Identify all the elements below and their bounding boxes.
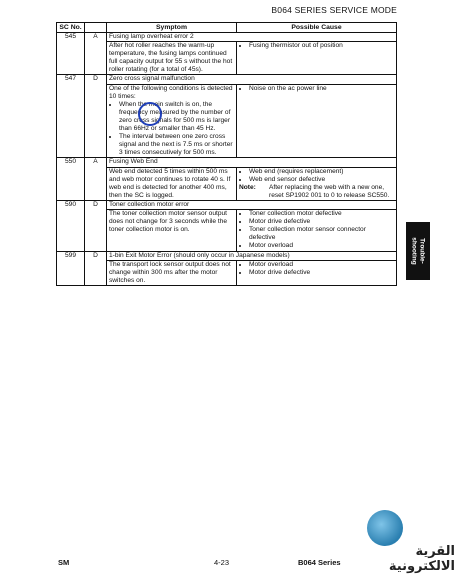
table-row	[57, 260, 397, 285]
table-row	[57, 84, 397, 158]
service-table-area	[56, 22, 396, 357]
symptom-intro: One of the following conditions is detected 10 times:	[109, 84, 233, 100]
sc-number: 550	[57, 158, 85, 201]
table-row	[57, 251, 397, 260]
note-label: Note:	[239, 183, 256, 191]
page-header: B064 SERIES SERVICE MODE	[271, 5, 397, 15]
table-row	[57, 75, 397, 84]
sc-title: Zero cross signal malfunction	[107, 75, 397, 84]
sc-level: A	[85, 158, 107, 201]
sc-level: D	[85, 251, 107, 285]
sc-title: 1-bin Exit Motor Error (should only occur in Japanese models)	[107, 251, 397, 260]
sc-level: D	[85, 200, 107, 251]
note-text: After replacing the web with a new one, reset SP1902 001 to 0 to release SC550.	[269, 183, 390, 199]
cause-item: • Fusing thermistor out of position	[249, 42, 394, 50]
sc-level: A	[85, 33, 107, 75]
col-sc-no: SC No.	[57, 23, 85, 33]
sc-title: Toner collection motor error	[107, 200, 397, 209]
sc-number: 545	[57, 33, 85, 75]
sc-symptom: The transport lock sensor output does not change within 300 ms after the motor switches on.	[107, 260, 237, 285]
sc-causes	[237, 84, 397, 158]
cause-item: • Web end (requires replacement)	[249, 168, 394, 176]
footer-right: B064 Series	[298, 558, 341, 567]
watermark-text: القرية الالكترونية	[388, 544, 455, 574]
cause-item: • Toner collection motor sensor connector defective	[249, 226, 394, 242]
highlight-circle	[138, 102, 162, 126]
sc-table	[56, 22, 397, 286]
sc-symptom: The toner collection motor sensor output does not change for 3 seconds while the toner collection motor is on.	[107, 210, 237, 251]
sc-causes	[237, 210, 397, 251]
cause-item: • Noise on the ac power line	[249, 85, 394, 93]
footer-left: SM	[58, 558, 70, 567]
cause-item: • Motor overload	[249, 261, 394, 269]
table-header-row	[57, 23, 397, 33]
col-cause: Possible Cause	[237, 23, 397, 33]
cause-item: • Toner collection motor defective	[249, 210, 394, 218]
col-level	[85, 23, 107, 33]
col-symptom: Symptom	[107, 23, 237, 33]
cause-item: • Motor drive defective	[249, 218, 394, 226]
table-row	[57, 200, 397, 209]
sc-title: Fusing lamp overheat error 2	[107, 33, 397, 42]
note	[239, 184, 394, 200]
table-row	[57, 210, 397, 251]
table-row	[57, 167, 397, 200]
table-row	[57, 33, 397, 42]
symptom-bullet: • The interval between one zero cross signal and the next is 7.5 ms or shorter 3 times consecutively for 500 ms.	[119, 133, 234, 157]
page-number: 4-23	[214, 558, 230, 567]
sc-symptom: After hot roller reaches the warm-up temperature, the fusing lamps continued full capacity output for 55 s without the hot roller rotating (for a total of 45s).	[107, 42, 237, 75]
sc-number: 599	[57, 251, 85, 285]
tab-label-line1: Trouble-	[418, 238, 426, 264]
cause-item: • Web end sensor defective	[249, 176, 394, 184]
sc-symptom	[107, 84, 237, 158]
cause-item: • Motor overload	[249, 242, 394, 250]
globe-logo-icon	[367, 510, 403, 546]
sc-causes	[237, 167, 397, 200]
sc-number: 547	[57, 75, 85, 158]
sc-title: Fusing Web End	[107, 158, 397, 167]
symptom-bullet: • When the main switch is on, the frequency measured by the number of zero cross signals for 500 ms is larger than 66Hz or smaller than 45 Hz.	[119, 101, 234, 133]
sc-level: D	[85, 75, 107, 158]
table-row	[57, 42, 397, 75]
table-row	[57, 158, 397, 167]
troubleshooting-tab	[406, 222, 430, 280]
cause-item: • Motor drive defective	[249, 269, 394, 277]
sc-causes	[237, 260, 397, 285]
tab-label-line2: shooting	[411, 237, 418, 265]
sc-symptom: Web end detected 5 times within 500 ms and web motor continues to rotate 40 s. If web end is detected for another 400 ms, then the SC is logged.	[107, 167, 237, 200]
sc-causes	[237, 42, 397, 75]
sc-number: 590	[57, 200, 85, 251]
